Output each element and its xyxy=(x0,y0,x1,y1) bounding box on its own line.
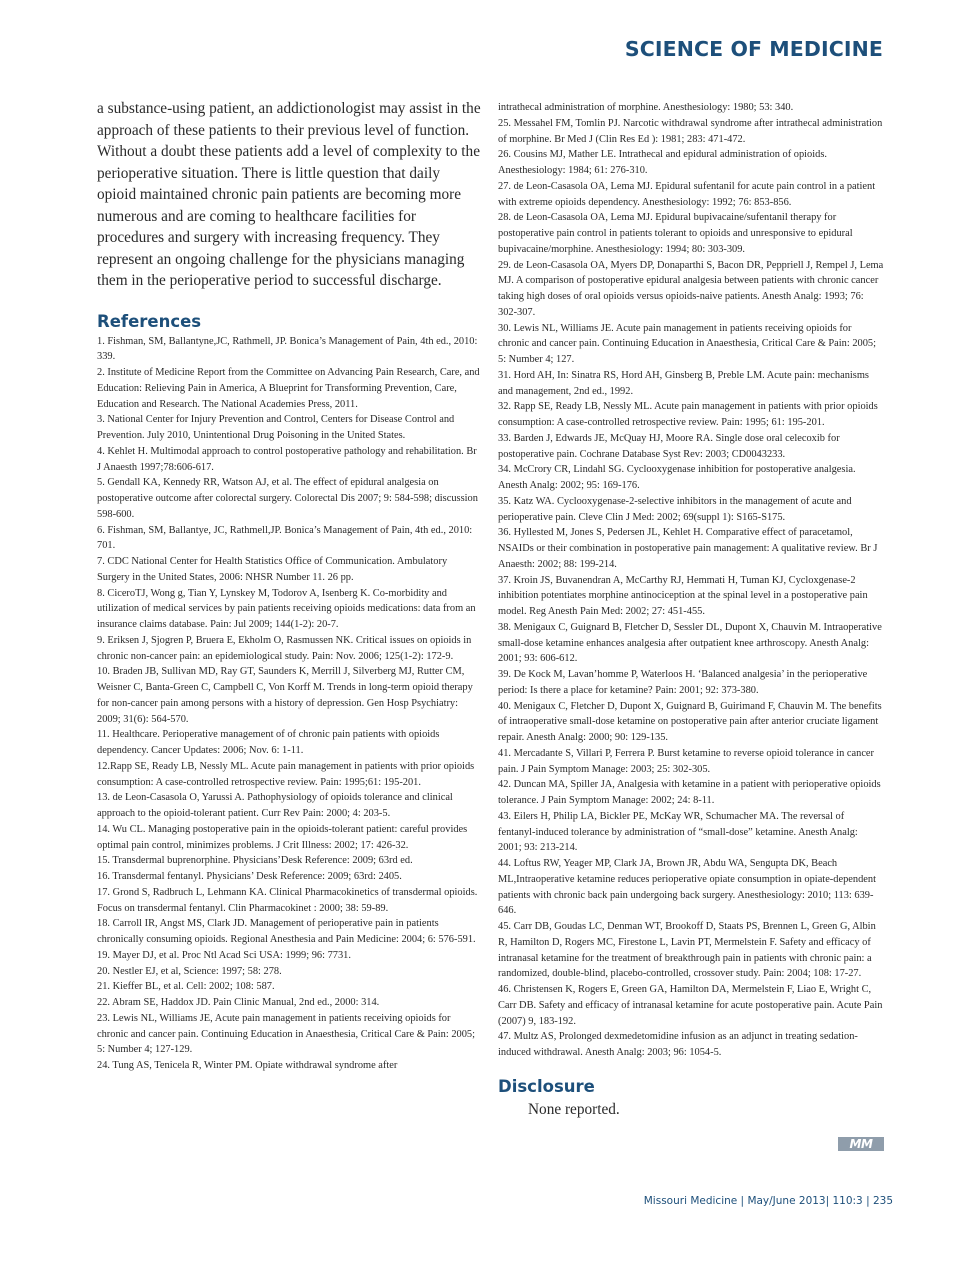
reference-item: 27. de Leon-Casasola OA, Lema MJ. Epidural sufentanil for acute pain control in a patient with extreme opioids dependency. Anesthesiology: 1992; 76: 853-856. xyxy=(498,180,876,208)
reference-item: 26. Cousins MJ, Mather LE. Intrathecal and epidural administration of opioids. Anesthesiology: 1984; 61: 276-310. xyxy=(498,149,827,176)
reference-item: 1. Fishman, SM, Ballantyne,JC, Rathmell, JP. Bonica’s Management of Pain, 4th ed., 2010: 339. xyxy=(97,335,478,363)
disclosure-text: None reported. xyxy=(528,1100,620,1118)
reference-item: 9. Eriksen J, Sjogren P, Bruera E, Ekholm O, Rasmussen NK. Critical issues on opioids in chronic non-cancer pain: an epidemiological study. Pain: Nov. 2006; 125(1-2): 172-9. xyxy=(97,634,472,662)
reference-item: 15. Transdermal buprenorphine. Physicians’Desk Reference: 2009; 63rd ed. xyxy=(97,855,413,867)
reference-item: 14. Wu CL. Managing postoperative pain in the opioids-tolerant patient: careful provides optimal pain control, minimizes problems. J Crit Illness: 2002; 17: 426-32. xyxy=(97,823,468,851)
reference-item: 44. Loftus RW, Yeager MP, Clark JA, Brown JR, Abdu WA, Sengupta DK, Beach ML,Intraoperative ketamine reduces perioperative opiate consumption in opiate-dependent patients with chronic back pain undergoing back surgery. Anesthesiology: 2010; 113: 639-646. xyxy=(498,858,876,917)
missouri-medicine-logo: MM xyxy=(838,1137,884,1151)
reference-item: 39. De Kock M, Lavan’homme P, Waterloos H. ‘Balanced analgesia’ in the perioperative period: Is there a place for ketamine? Pain: 2001; 92: 373-380. xyxy=(498,669,868,696)
reference-item: 8. CiceroTJ, Wong g, Tian Y, Lynskey M, Todorov A, Isenberg K. Co-morbidity and utilization of medical services by pain patients receiving opioids medications: data from an insurance claims database. Pain: Jul 2009; 144(1-2): 20-7. xyxy=(97,587,476,630)
references-heading: References xyxy=(97,311,202,331)
reference-list-right xyxy=(498,100,884,1061)
right-column xyxy=(498,100,884,1119)
disclosure-heading: Disclosure xyxy=(498,1076,595,1096)
reference-item: 35. Katz WA. Cyclooxygenase-2-selective inhibitors in the management of acute and perioperative pain. Cleve Clin J Med: 2002; 69(suppl 1): S165-S175. xyxy=(498,495,852,523)
reference-item: 19. Mayer DJ, et al. Proc Ntl Acad Sci USA: 1999; 96: 7731. xyxy=(97,949,351,961)
reference-item: 6. Fishman, SM, Ballantye, JC, Rathmell,JP. Bonica’s Management of Pain, 4th ed., 2010: 701. xyxy=(97,524,473,552)
reference-item: 33. Barden J, Edwards JE, McQuay HJ, Moore RA. Single dose oral celecoxib for postoperative pain. Cochrane Database Syst Rev: 2003; CD0043233. xyxy=(498,432,840,460)
reference-item: 47. Multz AS, Prolonged dexmedetomidine infusion as an adjunct in treating sedation-induced withdrawal. Anesth Analg: 2003; 96: 1054-5. xyxy=(498,1031,858,1058)
reference-item: 28. de Leon-Casasola OA, Lema MJ. Epidural bupivacaine/sufentanil therapy for postoperative pain control in patients tolerant to opioids and unresponsive to epidural bupivacaine/morphine. Anesthesiology: 1994; 80: 303-309. xyxy=(498,212,853,255)
reference-item: 41. Mercadante S, Villari P, Ferrera P. Burst ketamine to reverse opioid tolerance in cancer pain. J Pain Symptom Manage: 2003; 25: 302-305. xyxy=(498,747,875,775)
reference-item: 13. de Leon-Casasola O, Yarussi A. Pathophysiology of opioids tolerance and clinical approach to the opioid-tolerant patient. Curr Rev Pain: 2000; 4: 203-5. xyxy=(97,792,453,819)
reference-item: 37. Kroin JS, Buvanendran A, McCarthy RJ, Hemmati H, Tuman KJ, Cycloxgenase-2 inhibition potentiates morphine antinociception at the spinal level in a postoperative pain model. Reg Anesth Pain Med: 2002; 27: 451-455. xyxy=(498,574,868,617)
reference-item: 21. Kieffer BL, et al. Cell: 2002; 108: 587. xyxy=(97,981,275,993)
reference-item: 23. Lewis NL, Williams JE, Acute pain management in patients receiving opioids for chronic and cancer pain. Continuing Education in Anaesthesia, Critical Care & Pain: 2005; 5: Number 4; 127-129. xyxy=(97,1012,476,1056)
reference-item: 5. Gendall KA, Kennedy RR, Watson AJ, et al. The effect of epidural analgesia on postoperative outcome after colorectal surgery. Colorectal Dis 2007; 9: 584-598; discussion 598-600. xyxy=(97,477,478,520)
reference-item: 3. National Center for Injury Prevention and Control, Centers for Disease Control and Prevention. July 2010, Unintentional Drug Poisoning in the United States. xyxy=(97,414,455,441)
reference-item: 38. Menigaux C, Guignard B, Fletcher D, Sessler DL, Dupont X, Chauvin M. Intraoperative small-dose ketamine enhances analgesia after outpatient knee arthroscopy. Anesth Analg: 2001; 93: 606-612. xyxy=(498,621,882,665)
reference-item: 4. Kehlet H. Multimodal approach to control postoperative pathology and rehabilitation. Br J Anaesth 1997;78:606-617. xyxy=(97,445,477,473)
reference-item: 32. Rapp SE, Ready LB, Nessly ML. Acute pain management in patients with prior opioids consumption: A case-controlled retrospective review. Pain: 1995; 61: 195-201. xyxy=(498,401,878,428)
reference-item: 10. Braden JB, Sullivan MD, Ray GT, Saunders K, Merrill J, Silverberg MJ, Rutter CM, Weisner C, Banta-Green C, Campbell C, Von Korff M. Trends in long-term opioid therapy for non-cancer pain among persons with a history of depression. Gen Hosp Psychiatry: 2009; 31(6): 564-570. xyxy=(97,666,473,725)
reference-item: 46. Christensen K, Rogers E, Green GA, Hamilton DA, Mermelstein F, Liao E, Wright C, Carr DB. Safety and efficacy of intranasal ketamine for acute postoperative pain. Acute Pain (2007) 9, 183-192. xyxy=(498,984,883,1027)
section-header: SCIENCE OF MEDICINE xyxy=(624,37,883,61)
reference-item: 2. Institute of Medicine Report from the Committee on Advancing Pain Research, Care, and Education: Relieving Pain in America, A Blueprint for Transforming Prevention, Care, Education and Research. The National Academies Press, 2011. xyxy=(97,367,480,410)
reference-item: 25. Messahel FM, Tomlin PJ. Narcotic withdrawal syndrome after intrathecal administration of morphine. Br Med J (Clin Res Ed ): 1981; 283: 471-472. xyxy=(498,117,883,145)
reference-item: 45. Carr DB, Goudas LC, Denman WT, Brookoff D, Staats PS, Brennen L, Green G, Albin R, Hamilton D, Rogers MC, Firestone L, Lavin PT, Mermelstein F. Safety and efficacy of intranasal ketamine for the treatment of breakthrough pain in patients with chronic pain: a randomized, double-blind, placebo-controlled, crossover study. Pain: 2004; 108: 17-27. xyxy=(498,921,876,980)
reference-item: 34. McCrory CR, Lindahl SG. Cyclooxygenase inhibition for postoperative analgesia. Anesth Analg: 2002; 95: 169-176. xyxy=(498,464,856,491)
reference-item: 30. Lewis NL, Williams JE. Acute pain management in patients receiving opioids for chronic and cancer pain. Continuing Education in Anaesthesia, Critical Care & Pain: 2005; 5: Number 4; 127. xyxy=(498,322,877,365)
reference-item: 20. Nestler EJ, et al, Science: 1997; 58: 278. xyxy=(97,965,282,977)
reference-item: intrathecal administration of morphine. Anesthesiology: 1980; 53: 340. xyxy=(498,102,794,113)
reference-list-left xyxy=(97,334,481,1074)
reference-item: 17. Grond S, Radbruch L, Lehmann KA. Clinical Pharmacokinetics of transdermal opioids. Focus on transdermal fentanyl. Clin Pharmacokinet : 2000; 38: 59-89. xyxy=(97,886,478,914)
reference-item: 24. Tung AS, Tenicela R, Winter PM. Opiate withdrawal syndrome after xyxy=(97,1060,398,1071)
reference-item: 11. Healthcare. Perioperative management of of chronic pain patients with opioids dependency. Cancer Updates: 2006; Nov. 6: 1-11. xyxy=(97,729,440,756)
left-column xyxy=(97,98,481,1074)
reference-item: 29. de Leon-Casasola OA, Myers DP, Donaparthi S, Bacon DR, Peppriell J, Rempel J, Lema MJ. A comparison of postoperative epidural analgesia between patients with chronic cancer taking high doses of oral opioids versus opioids-naive patients. Anesth Analg: 1993; 76: 302-307. xyxy=(498,259,884,318)
reference-item: 36. Hyllested M, Jones S, Pedersen JL, Kehlet H. Comparative effect of paracetamol, NSAIDs or their combination in postoperative pain management: A qualitative review. Br J Anaesth: 2002; 88: 199-214. xyxy=(498,527,878,570)
reference-item: 7. CDC National Center for Health Statistics Office of Communication. Ambulatory Surgery in the United States, 2006: NHSR Number 11. 26 pp. xyxy=(97,556,448,583)
reference-item: 31. Hord AH, In: Sinatra RS, Hord AH, Ginsberg B, Preble LM. Acute pain: mechanisms and management, 2nd ed., 1992. xyxy=(498,369,869,397)
page-footer: Missouri Medicine | May/June 2013| 110:3 | 235 xyxy=(643,1195,893,1207)
reference-item: 18. Carroll IR, Angst MS, Clark JD. Management of perioperative pain in patients chronically consuming opioids. Regional Anesthesia and Pain Medicine: 2004; 6: 576-591. xyxy=(97,918,476,945)
reference-item: 42. Duncan MA, Spiller JA, Analgesia with ketamine in a patient with perioperative opioids tolerance. J Pain Symptom Manage: 2002; 24: 8-11. xyxy=(498,779,881,806)
intro-paragraph: a substance-using patient, an addictionologist may assist in the approach of these patients to their previous level of function. Without a doubt these patients add a level of complexity to the perioperative situation. There is little question that daily opioid maintained chronic pain patients are becoming more numerous and are coming to healthcare facilities for procedures and surgery with increasing frequency. They represent an ongoing challenge for the physicians managing them in the perioperative period to successful discharge. xyxy=(97,100,481,289)
reference-item: 16. Transdermal fentanyl. Physicians’ Desk Reference: 2009; 63rd: 2405. xyxy=(97,871,402,882)
reference-item: 43. Eilers H, Philip LA, Bickler PE, McKay WR, Schumacher MA. The reversal of fentanyl-induced tolerance by administration of “small-dose” ketamine. Anesth Analg: 2001; 93: 213-214. xyxy=(498,810,858,854)
reference-item: 40. Menigaux C, Fletcher D, Dupont X, Guignard B, Guirimand F, Chauvin M. The benefits of intraoperative small-dose ketamine on postoperative pain after anterior cruciate ligament repair. Anesth Analg: 2000; 90: 129-135. xyxy=(498,700,882,743)
reference-item: 12.Rapp SE, Ready LB, Nessly ML. Acute pain management in patients with prior opioids consumption: A case-controlled retrospective review. Pain: 1995;61: 195-201. xyxy=(97,760,475,788)
reference-item: 22. Abram SE, Haddox JD. Pain Clinic Manual, 2nd ed., 2000: 314. xyxy=(97,997,380,1008)
